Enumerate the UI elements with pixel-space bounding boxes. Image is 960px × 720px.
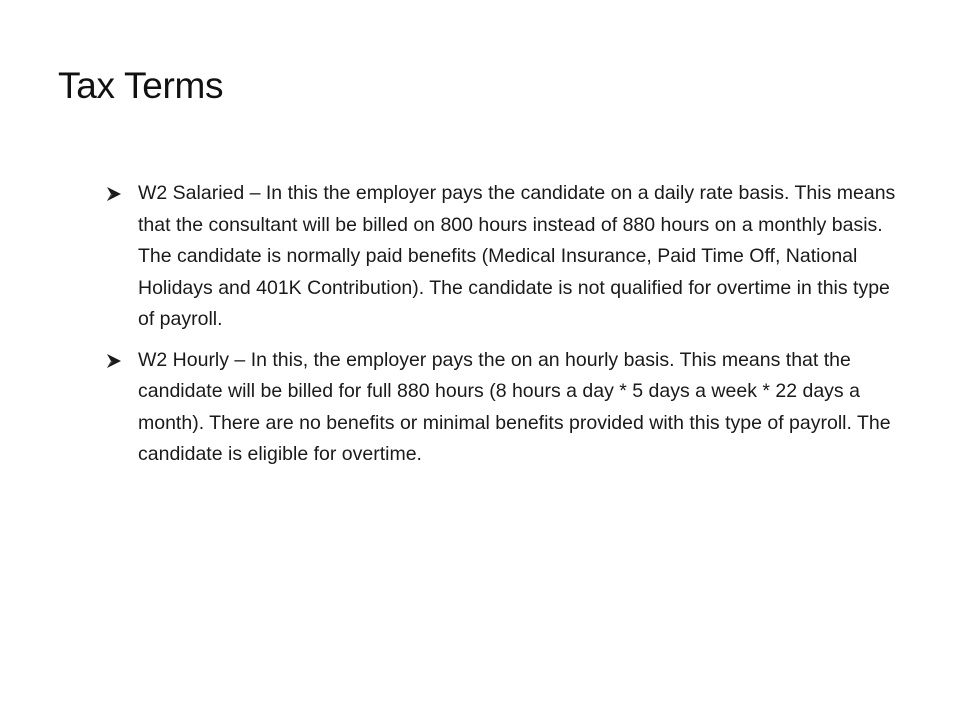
bullet-item-w2-salaried xyxy=(106,178,906,336)
slide-title: Tax Terms xyxy=(58,65,224,106)
bullet-text: W2 Salaried – In this the employer pays the candidate on a daily rate basis. This means that the consultant will be billed on 800 hours instead of 880 hours on a monthly basis. The candidate is normally paid benefits (Medical Insurance, Paid Time Off, National Holidays and 401K Contribution). The candidate is not qualified for overtime in this type of payroll. xyxy=(138,182,896,330)
bullet-list xyxy=(106,178,906,480)
arrowhead-bullet-icon xyxy=(106,353,122,369)
bullet-text: W2 Hourly – In this, the employer pays the on an hourly basis. This means that the candidate will be billed for full 880 hours (8 hours a day * 5 days a week * 22 days a month). There are no benefits or minimal benefits provided with this type of payroll. The candidate is eligible for overtime. xyxy=(138,348,891,465)
bullet-item-w2-hourly xyxy=(106,345,906,471)
arrowhead-bullet-icon xyxy=(106,186,122,202)
